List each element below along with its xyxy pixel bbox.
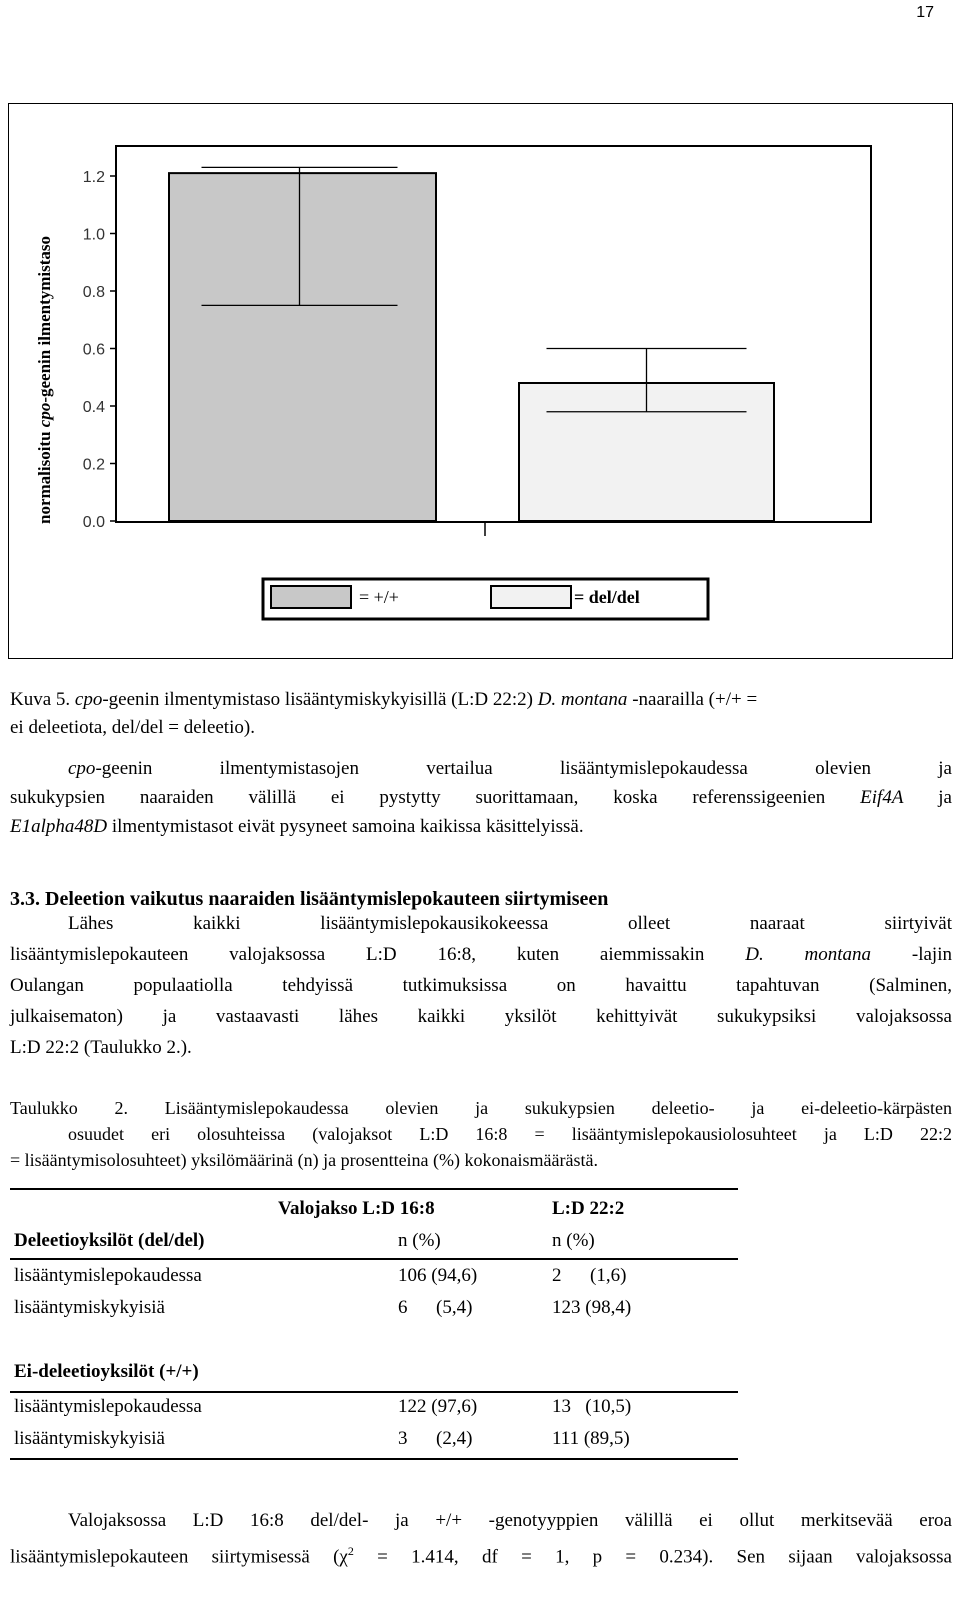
group1-label: Deleetioyksilöt (del/del): [14, 1230, 205, 1251]
y-tick-label: 0.6: [82, 341, 105, 359]
caption-suffix: -naarailla (+/+ =: [627, 689, 758, 710]
para2-l2-italic: D. montana: [745, 944, 872, 965]
para1-l3-italic: E1alpha48D: [10, 816, 108, 837]
row-label: lisääntymislepokaudessa: [14, 1265, 202, 1286]
y-tick-label: 0.0: [82, 514, 105, 531]
group2-label: Ei-deleetioyksilöt (+/+): [14, 1361, 199, 1382]
legend-label-wildtype: = +/+: [359, 587, 399, 607]
plot-area: [83, 146, 871, 536]
table-rule-group2: [10, 1391, 738, 1393]
table-row: [10, 1396, 738, 1426]
legend-swatch-deletion: [491, 586, 571, 608]
para1-l2-italic: Eif4A: [860, 787, 904, 808]
para1-l2-post: ja: [903, 787, 952, 808]
para2-line5: L:D 22:2 (Taulukko 2.).: [10, 1037, 192, 1058]
table-row: [10, 1297, 738, 1327]
para3-line1: Valojaksossa L:D 16:8 del/del- ja +/+ -genotyyppien välillä ei ollut merkitsevää eroa: [68, 1510, 952, 1531]
para1-l3-rest: ilmentymistasot eivät pysyneet samoina kaikissa käsittelyissä.: [107, 816, 584, 837]
para1-l1-rest: -geenin ilmentymistasojen vertailua lisääntymislepokaudessa olevien ja: [95, 758, 952, 779]
para2-line2: [10, 939, 952, 970]
group1-unit-col2: n (%): [398, 1230, 441, 1251]
table-row: [10, 1265, 738, 1295]
table-caption-line3: = lisääntymisolosuhteet) yksilömäärinä (n) ja prosentteina (%) kokonaismäärästä.: [10, 1150, 598, 1170]
y-tick-label: 0.2: [82, 456, 105, 474]
group2-header-row: [10, 1361, 738, 1391]
table-rule-bottom: [10, 1458, 738, 1460]
table-rule-top: [10, 1188, 738, 1190]
col-header-22-2: L:D 22:2: [552, 1198, 625, 1219]
para1-line3: [10, 812, 952, 841]
para1-line1: [10, 754, 952, 783]
group1-header-row: [10, 1230, 738, 1260]
para1-line2: [10, 783, 952, 812]
table-rule-mid: [10, 1258, 738, 1260]
row-cell-22-2: 2 (1,6): [552, 1265, 627, 1286]
y-tick-label: 1.2: [82, 169, 105, 186]
legend: [263, 579, 708, 619]
y-axis-label: [35, 236, 54, 524]
page-number: 17: [916, 4, 934, 21]
table-caption-line2: osuudet eri olosuhteissa (valojaksot L:D 16:8 = lisääntymislepokausiolosuhteet ja L:D 22:2: [68, 1124, 952, 1144]
bar-wildtype: [169, 173, 436, 521]
chi-superscript: 2: [347, 1544, 354, 1558]
row-cell-22-2: 13 (10,5): [552, 1396, 632, 1417]
para1-l2-pre: sukukypsien naaraiden välillä ei pystytty suorittamaan, koska referenssigeenien: [10, 787, 861, 808]
chi-symbol: χ: [339, 1546, 348, 1568]
table-row: [10, 1428, 738, 1458]
legend-label-deletion: = del/del: [574, 587, 640, 607]
row-cell-16-8: 122 (97,6): [398, 1396, 478, 1417]
paragraph-3: [10, 1506, 952, 1572]
para2-line1: Lähes kaikki lisääntymislepokausikokeessa olleet naaraat siirtyivät: [68, 913, 952, 934]
figure-caption: [10, 686, 952, 742]
caption-italic-species: D. montana: [537, 689, 628, 710]
para3-line2: [10, 1536, 952, 1572]
paragraph-1: [10, 754, 952, 841]
row-label: lisääntymislepokaudessa: [14, 1396, 202, 1417]
caption-prefix: Kuva 5.: [10, 689, 75, 710]
para2-l2-pre: lisääntymislepokauteen valojaksossa L:D 16:8, kuten aiemmissakin: [10, 944, 746, 965]
row-cell-16-8: 6 (5,4): [398, 1297, 473, 1318]
para2-l2-post: -lajin: [871, 944, 952, 965]
table-header-row: [10, 1198, 738, 1228]
svg-text:normalisoitu cpo-geenin ilment: [35, 236, 54, 524]
y-tick-label: 1.0: [82, 226, 105, 244]
y-tick-label: 0.4: [82, 399, 105, 416]
y-axis-label-italic: cpo: [35, 402, 54, 428]
para2-line3: Oulangan populaatiolla tehdyissä tutkimuksissa on havaittu tapahtuvan (Salminen,: [10, 975, 952, 996]
table-caption: [10, 1095, 952, 1173]
bar-chart: [9, 104, 952, 658]
caption-line2: ei deleetiota, del/del = deleetio).: [10, 717, 255, 738]
para1-italic: cpo: [68, 758, 96, 779]
table-caption-line1: Taulukko 2. Lisääntymislepokaudessa olevien ja sukukypsien deleetio- ja ei-deleetio-kärpästen: [10, 1098, 952, 1118]
y-axis-label-post: -geenin ilmentymistaso: [35, 235, 54, 403]
para2-line4: julkaisematon) ja vastaavasti lähes kaikki yksilöt kehittyivät sukukypsiksi valojaksossa: [10, 1006, 952, 1027]
legend-swatch-wildtype: [271, 586, 351, 608]
caption-italic-gene: cpo: [74, 689, 103, 710]
row-cell-22-2: 111 (89,5): [552, 1428, 630, 1449]
y-axis-label-pre: normalisoitu: [35, 427, 54, 525]
para3-l2-pre: lisääntymislepokauteen siirtymisessä (: [10, 1546, 340, 1568]
row-label: lisääntymiskykyisiä: [14, 1428, 165, 1449]
y-tick-label: 0.8: [82, 284, 105, 301]
row-cell-22-2: 123 (98,4): [552, 1297, 632, 1318]
figure-frame: [8, 103, 953, 659]
row-label: lisääntymiskykyisiä: [14, 1297, 165, 1318]
caption-mid: -geenin ilmentymistaso lisääntymiskykyisillä (L:D 22:2): [102, 689, 538, 710]
row-cell-16-8: 106 (94,6): [398, 1265, 478, 1286]
paragraph-2: [10, 908, 952, 1063]
group1-unit-col3: n (%): [552, 1230, 595, 1251]
row-cell-16-8: 3 (2,4): [398, 1428, 473, 1449]
col-header-16-8: Valojakso L:D 16:8: [278, 1198, 435, 1219]
para3-l2-post: = 1.414, df = 1, p = 0.234). Sen sijaan valojaksossa: [353, 1546, 952, 1568]
section-heading: 3.3. Deleetion vaikutus naaraiden lisääntymislepokauteen siirtymiseen: [10, 888, 609, 910]
